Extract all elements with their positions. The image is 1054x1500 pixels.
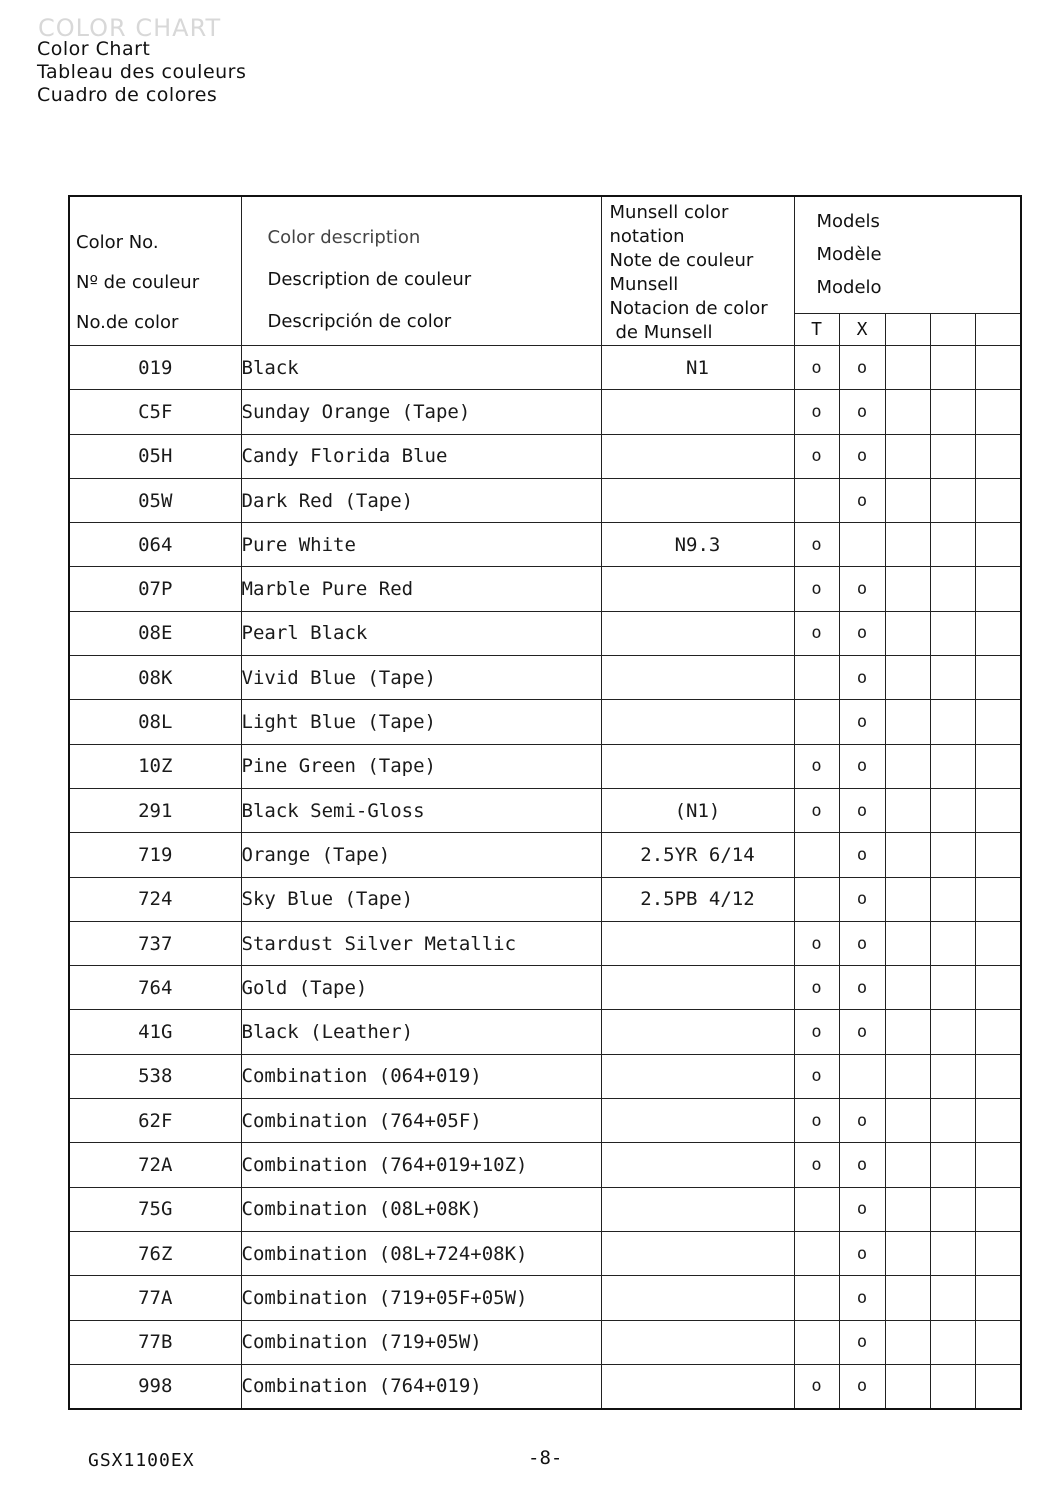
header-color-no-es: No.de color — [76, 312, 179, 333]
color-number-cell: 08E — [69, 611, 241, 655]
model-x-mark: o — [839, 877, 885, 921]
table-row — [69, 390, 1021, 434]
table-row — [69, 1099, 1021, 1143]
munsell-cell — [601, 434, 794, 478]
color-description-cell: Combination (08L+724+08K) — [241, 1231, 601, 1275]
model-empty-cell — [975, 1143, 1021, 1187]
table-row — [69, 744, 1021, 788]
table-row — [69, 523, 1021, 567]
munsell-cell — [601, 1187, 794, 1231]
table-row — [69, 478, 1021, 522]
model-empty-cell — [885, 478, 930, 522]
model-empty-cell — [975, 1187, 1021, 1231]
table-row — [69, 921, 1021, 965]
table-row — [69, 1276, 1021, 1320]
color-chart-table — [68, 195, 1022, 1410]
model-empty-cell — [975, 390, 1021, 434]
model-empty-cell — [975, 1231, 1021, 1275]
header-munsell-line2: notation — [609, 226, 685, 247]
munsell-cell: 2.5YR 6/14 — [601, 833, 794, 877]
model-empty-cell — [885, 1364, 930, 1409]
model-empty-cell — [930, 567, 975, 611]
model-empty-cell — [885, 877, 930, 921]
model-empty-cell — [885, 1054, 930, 1098]
model-x-mark: o — [839, 346, 885, 390]
model-empty-cell — [930, 611, 975, 655]
table-row — [69, 656, 1021, 700]
model-empty-cell — [930, 1010, 975, 1054]
model-empty-cell — [885, 1276, 930, 1320]
color-description-cell: Pure White — [241, 523, 601, 567]
munsell-cell — [601, 478, 794, 522]
model-empty-cell — [975, 478, 1021, 522]
model-empty-cell — [930, 700, 975, 744]
model-empty-cell — [930, 346, 975, 390]
munsell-cell: N1 — [601, 346, 794, 390]
model-empty-cell — [885, 390, 930, 434]
header-description-fr: Description de couleur — [267, 269, 472, 290]
model-t-mark — [794, 1320, 839, 1364]
model-t-mark: o — [794, 1054, 839, 1098]
model-t-mark: o — [794, 390, 839, 434]
footer-model: GSX1100EX — [88, 1450, 195, 1471]
color-number-cell: 76Z — [69, 1231, 241, 1275]
model-empty-cell — [975, 966, 1021, 1010]
header-munsell-line1: Munsell color — [609, 202, 729, 223]
model-empty-cell — [930, 788, 975, 832]
table-row — [69, 346, 1021, 390]
model-x-mark: o — [839, 478, 885, 522]
munsell-cell — [601, 744, 794, 788]
model-empty-cell — [930, 1099, 975, 1143]
model-t-mark: o — [794, 1010, 839, 1054]
model-column-x: X — [839, 313, 885, 345]
munsell-cell — [601, 390, 794, 434]
model-empty-cell — [930, 877, 975, 921]
model-x-mark: o — [839, 833, 885, 877]
table-row — [69, 1231, 1021, 1275]
color-number-cell: 05H — [69, 434, 241, 478]
color-number-cell: 291 — [69, 788, 241, 832]
model-empty-cell — [930, 744, 975, 788]
color-description-cell: Combination (064+019) — [241, 1054, 601, 1098]
model-x-mark — [839, 523, 885, 567]
model-t-mark — [794, 1231, 839, 1275]
model-empty-cell — [975, 1054, 1021, 1098]
table-row — [69, 1143, 1021, 1187]
model-empty-cell — [975, 346, 1021, 390]
model-empty-cell — [885, 833, 930, 877]
model-empty-cell — [885, 1231, 930, 1275]
header-models-es: Modelo — [816, 277, 882, 298]
header-description — [241, 196, 601, 346]
table-row — [69, 788, 1021, 832]
color-number-cell: C5F — [69, 390, 241, 434]
model-t-mark — [794, 833, 839, 877]
model-x-mark: o — [839, 434, 885, 478]
color-description-cell: Combination (764+019) — [241, 1364, 601, 1409]
model-t-mark — [794, 877, 839, 921]
header-munsell-line4: Munsell — [609, 274, 679, 295]
munsell-cell — [601, 567, 794, 611]
model-empty-cell — [975, 1099, 1021, 1143]
color-number-cell: 08L — [69, 700, 241, 744]
munsell-cell — [601, 1276, 794, 1320]
model-x-mark: o — [839, 966, 885, 1010]
color-number-cell: 62F — [69, 1099, 241, 1143]
model-empty-cell — [930, 1364, 975, 1409]
page-number: -8- — [528, 1447, 563, 1469]
model-empty-cell — [930, 921, 975, 965]
color-description-cell: Dark Red (Tape) — [241, 478, 601, 522]
munsell-cell — [601, 1099, 794, 1143]
header-munsell-line6: de Munsell — [615, 322, 713, 343]
header-color-no — [69, 196, 241, 346]
model-t-mark — [794, 700, 839, 744]
color-number-cell: 77B — [69, 1320, 241, 1364]
model-x-mark: o — [839, 1099, 885, 1143]
color-description-cell: Black — [241, 346, 601, 390]
model-x-mark: o — [839, 788, 885, 832]
model-t-mark: o — [794, 611, 839, 655]
color-description-cell: Combination (764+05F) — [241, 1099, 601, 1143]
model-empty-cell — [885, 1320, 930, 1364]
model-x-mark: o — [839, 1143, 885, 1187]
munsell-cell — [601, 1231, 794, 1275]
model-t-mark: o — [794, 1099, 839, 1143]
model-x-mark: o — [839, 390, 885, 434]
table-row — [69, 1320, 1021, 1364]
color-description-cell: Combination (08L+08K) — [241, 1187, 601, 1231]
color-number-cell: 019 — [69, 346, 241, 390]
model-empty-cell — [885, 656, 930, 700]
model-x-mark: o — [839, 1320, 885, 1364]
model-empty-cell — [930, 1143, 975, 1187]
model-x-mark: o — [839, 656, 885, 700]
table-row — [69, 567, 1021, 611]
table-row — [69, 1010, 1021, 1054]
model-empty-cell — [975, 788, 1021, 832]
table-row — [69, 700, 1021, 744]
model-t-mark — [794, 1276, 839, 1320]
munsell-cell — [601, 921, 794, 965]
model-t-mark: o — [794, 523, 839, 567]
header-munsell-line3: Note de couleur — [609, 250, 754, 271]
color-number-cell: 764 — [69, 966, 241, 1010]
model-t-mark: o — [794, 1143, 839, 1187]
model-t-mark: o — [794, 434, 839, 478]
model-empty-cell — [885, 567, 930, 611]
model-x-mark — [839, 1054, 885, 1098]
model-empty-cell — [930, 1276, 975, 1320]
munsell-cell: (N1) — [601, 788, 794, 832]
model-column-5 — [975, 313, 1021, 345]
model-empty-cell — [885, 700, 930, 744]
model-x-mark: o — [839, 744, 885, 788]
model-empty-cell — [930, 656, 975, 700]
munsell-cell — [601, 966, 794, 1010]
color-number-cell: 08K — [69, 656, 241, 700]
color-number-cell: 538 — [69, 1054, 241, 1098]
model-empty-cell — [975, 656, 1021, 700]
table-row — [69, 1187, 1021, 1231]
model-column-4 — [930, 313, 975, 345]
model-empty-cell — [885, 966, 930, 1010]
color-description-cell: Combination (719+05W) — [241, 1320, 601, 1364]
munsell-cell — [601, 1010, 794, 1054]
color-number-cell: 05W — [69, 478, 241, 522]
model-x-mark: o — [839, 611, 885, 655]
model-empty-cell — [885, 744, 930, 788]
header-color-no-fr: Nº de couleur — [76, 272, 200, 293]
color-number-cell: 724 — [69, 877, 241, 921]
model-empty-cell — [885, 434, 930, 478]
model-empty-cell — [975, 744, 1021, 788]
header-munsell-line5: Notacion de color — [609, 298, 768, 319]
model-x-mark: o — [839, 567, 885, 611]
color-description-cell: Pearl Black — [241, 611, 601, 655]
title-en: Color Chart — [37, 38, 151, 60]
header-models-fr: Modèle — [816, 244, 882, 265]
color-description-cell: Combination (719+05F+05W) — [241, 1276, 601, 1320]
model-empty-cell — [930, 1320, 975, 1364]
munsell-cell: N9.3 — [601, 523, 794, 567]
color-description-cell: Stardust Silver Metallic — [241, 921, 601, 965]
model-t-mark — [794, 1187, 839, 1231]
model-x-mark: o — [839, 1010, 885, 1054]
model-empty-cell — [885, 611, 930, 655]
color-number-cell: 72A — [69, 1143, 241, 1187]
model-x-mark: o — [839, 1187, 885, 1231]
color-description-cell: Orange (Tape) — [241, 833, 601, 877]
model-t-mark: o — [794, 744, 839, 788]
model-column-t: T — [794, 313, 839, 345]
model-empty-cell — [930, 1187, 975, 1231]
color-number-cell: 10Z — [69, 744, 241, 788]
munsell-cell — [601, 1320, 794, 1364]
model-empty-cell — [885, 788, 930, 832]
model-empty-cell — [975, 1364, 1021, 1409]
color-description-cell: Gold (Tape) — [241, 966, 601, 1010]
page-titles — [37, 38, 246, 107]
header-description-en: Color description — [267, 227, 421, 248]
table-row — [69, 1364, 1021, 1409]
model-t-mark: o — [794, 921, 839, 965]
color-number-cell: 998 — [69, 1364, 241, 1409]
color-number-cell: 719 — [69, 833, 241, 877]
model-empty-cell — [930, 1231, 975, 1275]
model-empty-cell — [975, 700, 1021, 744]
table-row — [69, 434, 1021, 478]
table-row — [69, 877, 1021, 921]
model-empty-cell — [885, 1099, 930, 1143]
model-empty-cell — [975, 1010, 1021, 1054]
title-fr: Tableau des couleurs — [37, 61, 247, 83]
color-number-cell: 737 — [69, 921, 241, 965]
model-t-mark: o — [794, 788, 839, 832]
model-empty-cell — [975, 833, 1021, 877]
color-description-cell: Pine Green (Tape) — [241, 744, 601, 788]
color-number-cell: 064 — [69, 523, 241, 567]
header-description-es: Descripción de color — [267, 311, 452, 332]
color-description-cell: Black Semi-Gloss — [241, 788, 601, 832]
model-empty-cell — [930, 523, 975, 567]
model-empty-cell — [975, 1320, 1021, 1364]
table-row — [69, 833, 1021, 877]
model-empty-cell — [975, 877, 1021, 921]
model-empty-cell — [975, 1276, 1021, 1320]
model-t-mark: o — [794, 966, 839, 1010]
color-rows — [69, 346, 1021, 1410]
header-color-no-en: Color No. — [76, 232, 159, 253]
color-description-cell: Sunday Orange (Tape) — [241, 390, 601, 434]
model-empty-cell — [930, 833, 975, 877]
table-row — [69, 611, 1021, 655]
title-es: Cuadro de colores — [37, 84, 218, 106]
header-munsell — [601, 196, 794, 346]
model-empty-cell — [975, 567, 1021, 611]
munsell-cell — [601, 656, 794, 700]
model-x-mark: o — [839, 1364, 885, 1409]
munsell-cell — [601, 700, 794, 744]
model-empty-cell — [975, 611, 1021, 655]
model-t-mark: o — [794, 1364, 839, 1409]
model-column-3 — [885, 313, 930, 345]
model-empty-cell — [885, 1143, 930, 1187]
color-description-cell: Candy Florida Blue — [241, 434, 601, 478]
model-empty-cell — [930, 434, 975, 478]
model-t-mark: o — [794, 567, 839, 611]
model-empty-cell — [885, 921, 930, 965]
model-empty-cell — [885, 523, 930, 567]
munsell-cell — [601, 1143, 794, 1187]
color-description-cell: Combination (764+019+10Z) — [241, 1143, 601, 1187]
model-empty-cell — [975, 921, 1021, 965]
color-description-cell: Light Blue (Tape) — [241, 700, 601, 744]
model-empty-cell — [885, 346, 930, 390]
model-x-mark: o — [839, 921, 885, 965]
model-empty-cell — [975, 523, 1021, 567]
munsell-cell — [601, 611, 794, 655]
color-description-cell: Sky Blue (Tape) — [241, 877, 601, 921]
model-t-mark: o — [794, 346, 839, 390]
header-models-en: Models — [816, 211, 880, 232]
color-description-cell: Marble Pure Red — [241, 567, 601, 611]
table-row — [69, 966, 1021, 1010]
color-description-cell: Black (Leather) — [241, 1010, 601, 1054]
munsell-cell — [601, 1364, 794, 1409]
munsell-cell: 2.5PB 4/12 — [601, 877, 794, 921]
model-empty-cell — [930, 478, 975, 522]
model-x-mark: o — [839, 700, 885, 744]
color-number-cell: 77A — [69, 1276, 241, 1320]
color-number-cell: 75G — [69, 1187, 241, 1231]
model-t-mark — [794, 478, 839, 522]
model-empty-cell — [930, 1054, 975, 1098]
model-empty-cell — [885, 1187, 930, 1231]
model-empty-cell — [930, 966, 975, 1010]
munsell-cell — [601, 1054, 794, 1098]
color-number-cell: 41G — [69, 1010, 241, 1054]
table-row — [69, 1054, 1021, 1098]
color-number-cell: 07P — [69, 567, 241, 611]
model-empty-cell — [885, 1010, 930, 1054]
faint-heading: COLOR CHART — [38, 14, 222, 42]
model-x-mark: o — [839, 1231, 885, 1275]
model-empty-cell — [930, 390, 975, 434]
model-empty-cell — [975, 434, 1021, 478]
color-description-cell: Vivid Blue (Tape) — [241, 656, 601, 700]
model-t-mark — [794, 656, 839, 700]
header-models — [794, 196, 1021, 313]
model-x-mark: o — [839, 1276, 885, 1320]
